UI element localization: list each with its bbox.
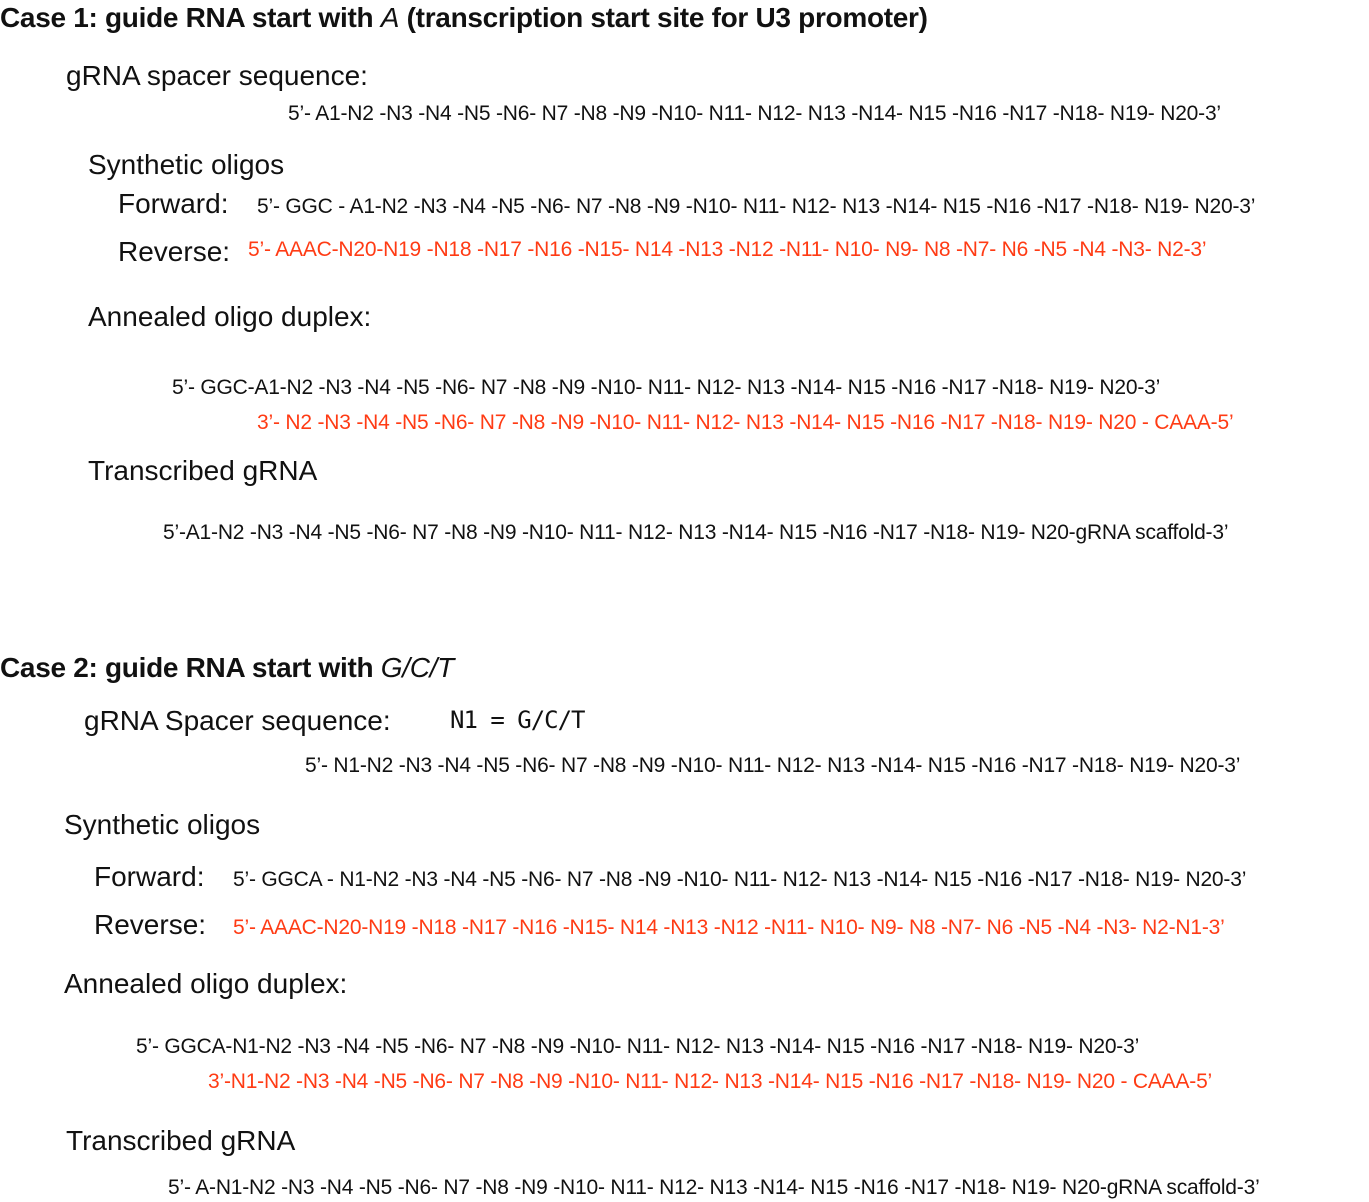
case2-transcribed-label: Transcribed gRNA	[66, 1125, 296, 1156]
case1-duplex-bottom-strand: 3’- N2 -N3 -N4 -N5 -N6- N7 -N8 -N9 -N10- N11- N12- N13 -N14- N15 -N16 -N17 -N18- N19- N20 - CAAA-5’	[257, 411, 1234, 434]
case1-oligos-label: Synthetic oligos	[88, 149, 285, 180]
case1-duplex-top-strand: 5’- GGC-A1-N2 -N3 -N4 -N5 -N6- N7 -N8 -N9 -N10- N11- N12- N13 -N14- N15 -N16 -N17 -N18- N19- N20-3’	[172, 376, 1161, 399]
case2-duplex-label: Annealed oligo duplex:	[64, 968, 348, 999]
case1-heading-suffix: (transcription start site for U3 promoter)	[399, 2, 928, 33]
case2-spacer-note: N1 = G/C/T	[450, 706, 585, 734]
case1-transcribed-label: Transcribed gRNA	[88, 455, 318, 486]
case1-heading-italic: A	[380, 2, 400, 33]
case1-reverse-label: Reverse:	[118, 236, 231, 267]
case1-spacer-sequence: 5’- A1-N2 -N3 -N4 -N5 -N6- N7 -N8 -N9 -N10- N11- N12- N13 -N14- N15 -N16 -N17 -N18- N19- N20-3’	[288, 102, 1221, 125]
case1-heading-prefix: Case 1: guide RNA start with	[0, 2, 381, 33]
case1-reverse-sequence: 5’- AAAC-N20-N19 -N18 -N17 -N16 -N15- N14 -N13 -N12 -N11- N10- N9- N8 -N7- N6 -N5 -N4 -N3- N2-3’	[248, 238, 1207, 261]
case2-spacer-sequence: 5’- N1-N2 -N3 -N4 -N5 -N6- N7 -N8 -N9 -N10- N11- N12- N13 -N14- N15 -N16 -N17 -N18- N19- N20-3’	[305, 754, 1241, 777]
case2-forward-sequence: 5’- GGCA - N1-N2 -N3 -N4 -N5 -N6- N7 -N8 -N9 -N10- N11- N12- N13 -N14- N15 -N16 -N17 -N18- N19- N20-3’	[233, 868, 1247, 891]
case2-duplex-top-strand: 5’- GGCA-N1-N2 -N3 -N4 -N5 -N6- N7 -N8 -N9 -N10- N11- N12- N13 -N14- N15 -N16 -N17 -N18- N19- N20-3’	[136, 1035, 1140, 1058]
case2-transcribed-sequence: 5’- A-N1-N2 -N3 -N4 -N5 -N6- N7 -N8 -N9 -N10- N11- N12- N13 -N14- N15 -N16 -N17 -N18- N19- N20-gRNA scaffold-3’	[168, 1176, 1260, 1199]
case2-heading-italic: G/C/T	[380, 652, 454, 683]
case1-forward-sequence: 5’- GGC - A1-N2 -N3 -N4 -N5 -N6- N7 -N8 -N9 -N10- N11- N12- N13 -N14- N15 -N16 -N17 -N18- N19- N20-3’	[257, 195, 1256, 218]
case2-reverse-label: Reverse:	[94, 909, 207, 940]
case2-forward-label: Forward:	[94, 861, 205, 892]
case2-oligos-label: Synthetic oligos	[64, 809, 261, 840]
case1-heading	[0, 4, 928, 32]
case2-duplex-bottom-strand: 3’-N1-N2 -N3 -N4 -N5 -N6- N7 -N8 -N9 -N10- N11- N12- N13 -N14- N15 -N16 -N17 -N18- N19- N20 - CAAA-5’	[208, 1070, 1213, 1093]
case1-forward-label: Forward:	[118, 188, 229, 219]
case1-spacer-label: gRNA spacer sequence:	[66, 60, 368, 91]
case2-spacer-label: gRNA Spacer sequence:	[84, 705, 391, 736]
case2-heading	[0, 654, 454, 682]
case1-transcribed-sequence: 5’-A1-N2 -N3 -N4 -N5 -N6- N7 -N8 -N9 -N10- N11- N12- N13 -N14- N15 -N16 -N17 -N18- N19- N20-gRNA scaffold-3’	[163, 521, 1229, 544]
case2-reverse-sequence: 5’- AAAC-N20-N19 -N18 -N17 -N16 -N15- N14 -N13 -N12 -N11- N10- N9- N8 -N7- N6 -N5 -N4 -N3- N2-N1-3’	[233, 916, 1225, 939]
case2-heading-prefix: Case 2: guide RNA start with	[0, 652, 381, 683]
case1-duplex-label: Annealed oligo duplex:	[88, 301, 372, 332]
